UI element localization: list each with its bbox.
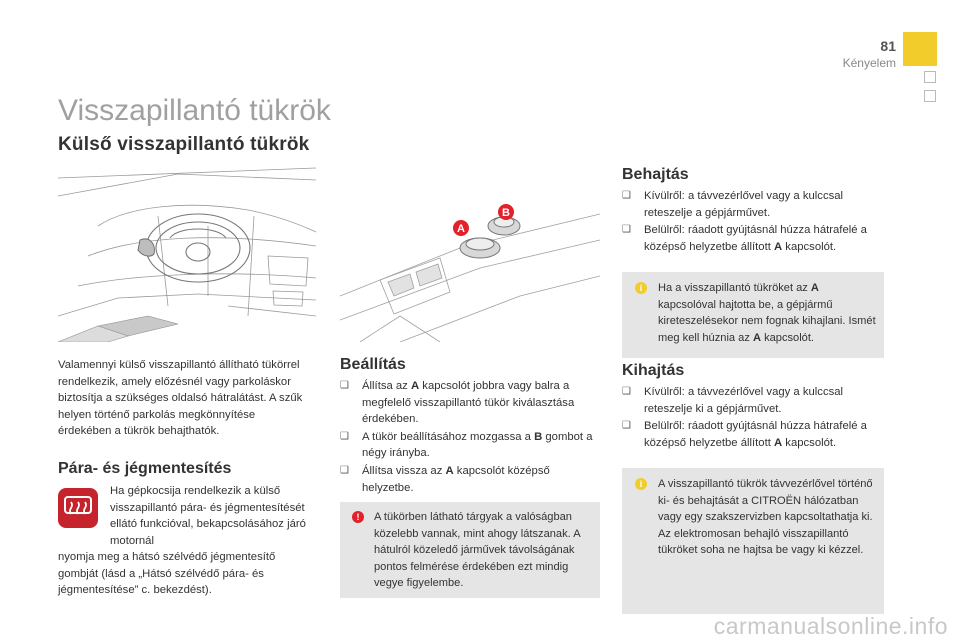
- list-item: ❑ Állítsa az A kapcsolót jobbra vagy balra a megfelelő visszapillantó tükör kiválasztása érdekében.: [340, 380, 575, 426]
- defrost-heading: Pára- és jégmentesítés: [58, 460, 232, 477]
- fold-info-note: i Ha a visszapillantó tükröket az A kapcsolóval hajtotta be, a gépjármű kireteszelésekor nem fognak kihajlani. Ismét meg kell húznia az A kapcsolót.: [622, 272, 884, 358]
- checkbox-bullet-icon: ❑: [622, 420, 631, 432]
- checkbox-bullet-icon: ❑: [340, 380, 349, 391]
- page-title: Visszapillantó tükrök: [58, 94, 331, 127]
- list-item: ❑ Állítsa vissza az A kapcsolót középső helyzetbe.: [340, 464, 550, 494]
- section-name: Kényelem: [842, 56, 896, 70]
- warning-icon: !: [352, 511, 364, 523]
- defrost-text-wrapped: Ha gépkocsija rendelkezik a külső visszapillantó pára- és jégmentesítését ellátó funkcióval, bekapcsolásához járó motornál: [110, 485, 306, 547]
- checkbox-bullet-icon: ❑: [622, 224, 631, 236]
- unfold-info-note: i A visszapillantó tükrök távvezérlővel történő ki- és behajtását a CITROËN hálózatban vagy egy szakszervizben kapcsoltathatja ki. Az elektromosan behajló visszapillantó tükröket soha ne hajtsa be vagy ki kézzel.: [622, 468, 884, 614]
- fold-list: [622, 188, 884, 256]
- list-item: ❑ A tükör beállításához mozgassa a B gombot a négy irányba.: [340, 430, 593, 460]
- warning-note: ! A tükörben látható tárgyak a valóságban közelebb vannak, mint ahogy látszanak. A hátulról közeledő járművek távolságának pontos felmérése érdekében ezt mindig vegye figyelembe.: [340, 502, 600, 598]
- list-item: ❑ Kívülről: a távvezérlővel vagy a kulccsal reteszelje a gépjárművet.: [622, 190, 844, 219]
- unfold-heading: Kihajtás: [622, 362, 685, 379]
- checkbox-bullet-icon: ❑: [622, 190, 631, 201]
- defrost-text: nyomja meg a hátsó szélvédő jégmentesítő gombját (lásd a „Hátsó szélvédő pára- és jégmentesítése” c. bekezdést).: [58, 551, 276, 597]
- intro-paragraph: Valamennyi külső visszapillantó állítható tükörrel rendelkezik, amely előzésnél vagy parkoláskor biztosítja a szükséges oldalsó hátralátást. A szűk helyen történő parkolás megkönnyítése érdekében a tükrök behajthatók.: [58, 359, 303, 438]
- button-label-b: B: [502, 207, 510, 219]
- unfold-list: [622, 384, 884, 452]
- watermark: carmanualsonline.info: [713, 613, 948, 639]
- page-number: 81: [880, 38, 896, 54]
- rear-defrost-icon: [58, 488, 98, 528]
- car-interior-illustration: [58, 166, 316, 342]
- list-item: ❑ Belülről: ráadott gyújtásnál húzza hátrafelé a középső helyzetbe állított A kapcsolót.: [622, 420, 867, 449]
- list-item: ❑ Kívülről: a távvezérlővel vagy a kulccsal reteszelje ki a gépjárművet.: [622, 386, 844, 415]
- info-icon: i: [635, 478, 647, 490]
- fold-heading: Behajtás: [622, 166, 689, 183]
- list-item: ❑ Belülről: ráadott gyújtásnál húzza hátrafelé a középső helyzetbe állított A kapcsolót.: [622, 224, 867, 253]
- tab-marker: [924, 71, 936, 83]
- tab-marker: [924, 90, 936, 102]
- info-icon: i: [635, 282, 647, 294]
- adjust-heading: Beállítás: [340, 356, 406, 373]
- checkbox-bullet-icon: ❑: [340, 464, 349, 476]
- adjust-list: [340, 378, 602, 497]
- section-tab: [903, 32, 937, 66]
- checkbox-bullet-icon: ❑: [340, 430, 349, 442]
- switch-label-a: A: [457, 223, 465, 235]
- mirror-switch-illustration: [340, 196, 600, 342]
- checkbox-bullet-icon: ❑: [622, 386, 631, 397]
- section-subtitle: Külső visszapillantó tükrök: [58, 134, 310, 155]
